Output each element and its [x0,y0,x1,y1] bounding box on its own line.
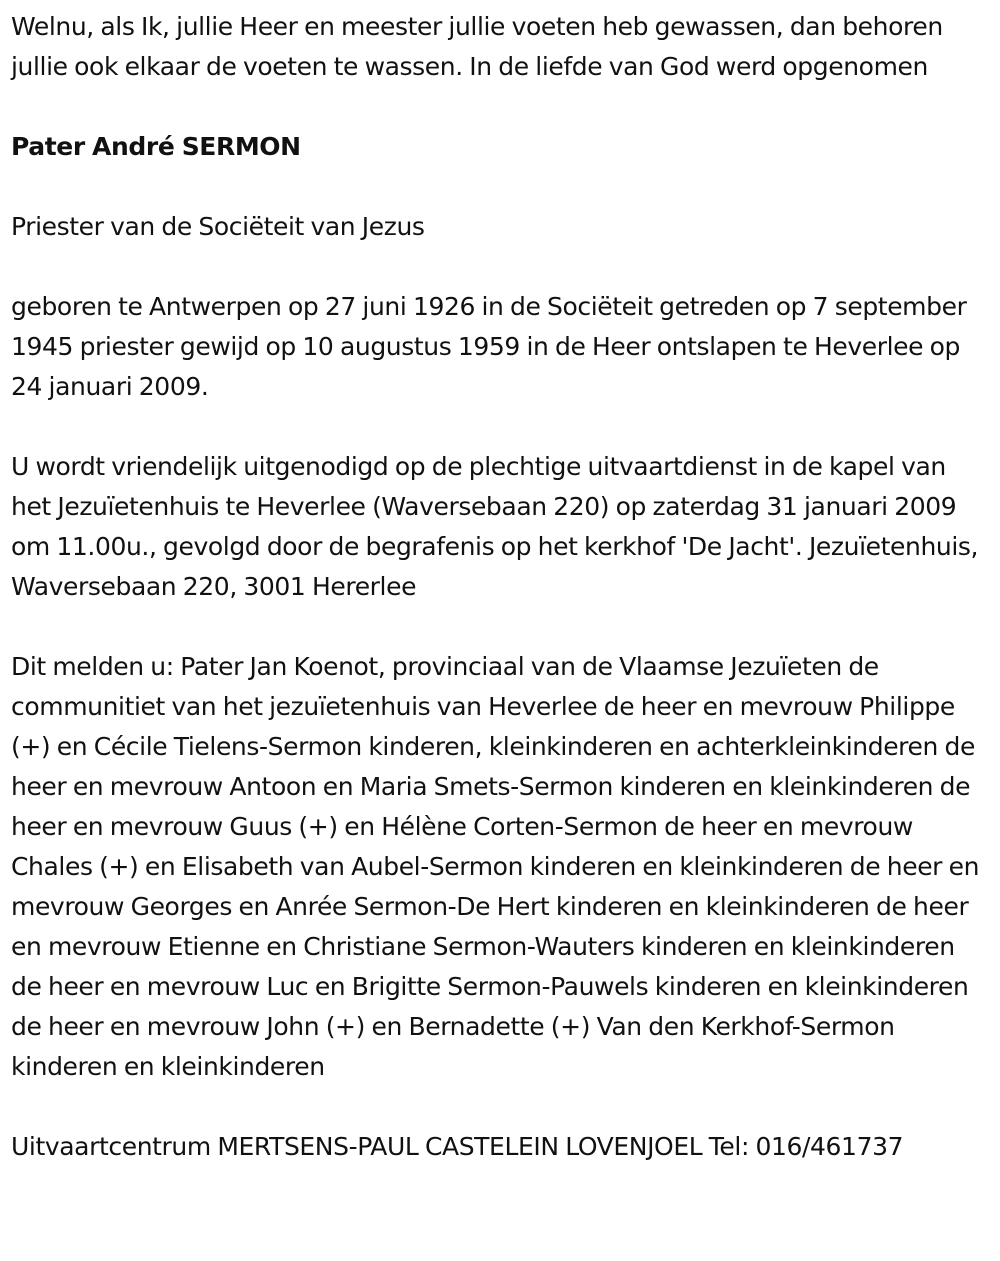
paragraph-spacer [11,167,990,207]
biography-text: geboren te Antwerpen op 27 juni 1926 in de Sociëteit getreden op 7 september 1945 priester gewijd op 10 augustus 1959 in de Heer ontslapen te Heverlee op 24 januari 2009. [11,292,967,401]
paragraph-spacer [11,87,990,127]
funeral-home-contact: Uitvaartcentrum MERTSENS-PAUL CASTELEIN LOVENJOEL Tel: 016/461737 [11,1132,904,1161]
paragraph-spacer [11,247,990,287]
funeral-invitation: U wordt vriendelijk uitgenodigd op de plechtige uitvaartdienst in de kapel van het Jezuïetenhuis te Heverlee (Waversebaan 220) op zaterdag 31 januari 2009 om 11.00u., gevolgd door de begrafenis op het kerkhof 'De Jacht'. Jezuïetenhuis, Waversebaan 220, 3001 Hererlee [11,452,979,601]
deceased-title: Priester van de Sociëteit van Jezus [11,212,425,241]
paragraph-spacer [11,407,990,447]
deceased-name: Pater André SERMON [11,132,301,161]
paragraph-spacer [11,607,990,647]
announcers-list: Dit melden u: Pater Jan Koenot, provinciaal van de Vlaamse Jezuïeten de communitiet van het jezuïetenhuis van Heverlee de heer en mevrouw Philippe (+) en Cécile Tielens-Sermon kinderen, kleinkinderen en achterkleinkinderen de heer en mevrouw Antoon en Maria Smets-Sermon kinderen en kleinkinderen de heer en mevrouw Guus (+) en Hélène Corten-Sermon de heer en mevrouw Chales (+) en Elisabeth van Aubel-Sermon kinderen en kleinkinderen de heer en mevrouw Georges en Anrée Sermon-De Hert kinderen en kleinkinderen de heer en mevrouw Etienne en Christiane Sermon-Wauters kinderen en kleinkinderen de heer en mevrouw Luc en Brigitte Sermon-Pauwels kinderen en kleinkinderen de heer en mevrouw John (+) en Bernadette (+) Van den Kerkhof-Sermon kinderen en kleinkinderen [11,652,980,1081]
intro-text: Welnu, als Ik, jullie Heer en meester jullie voeten heb gewassen, dan behoren jullie ook elkaar de voeten te wassen. In de liefde van God werd opgenomen [11,12,943,81]
paragraph-spacer [11,1087,990,1127]
